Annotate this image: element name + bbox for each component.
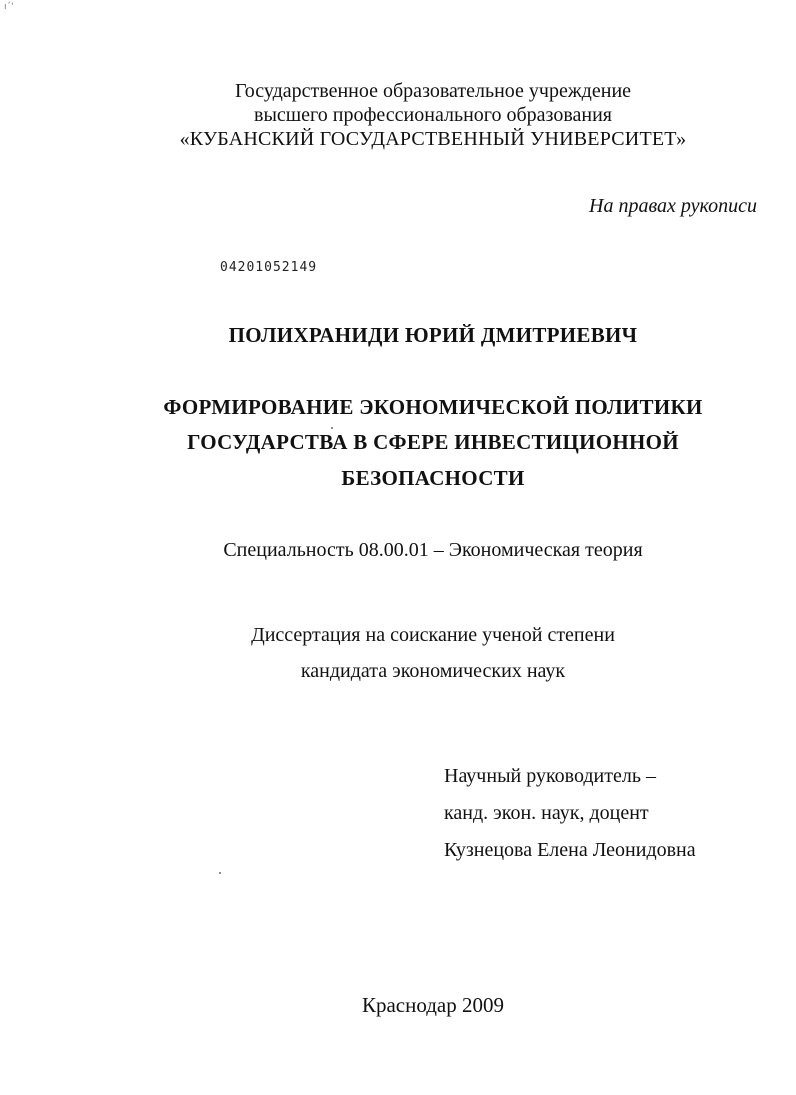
thesis-line-2: кандидата экономических наук [300,660,566,682]
title-line-2: ГОСУДАРСТВА В СФЕРЕ ИНВЕСТИЦИОННОЙ [187,430,679,454]
corner-mark: ıˊ' [4,2,14,12]
catalog-code: 04201052149 [220,260,318,275]
title-line-3: БЕЗОПАСНОСТИ [341,466,525,490]
title-line-1: ФОРМИРОВАНИЕ ЭКОНОМИЧЕСКОЙ ПОЛИТИКИ [163,395,703,419]
institution-line-1: Государственное образовательное учреждение [234,80,632,102]
author-name: ПОЛИХРАНИДИ ЮРИЙ ДМИТРИЕВИЧ [228,323,638,347]
supervisor-name: Кузнецова Елена Леонидовна [444,839,696,861]
institution-line-2: высшего профессионального образования [254,104,612,126]
supervisor-degree: канд. экон. наук, доцент [444,802,649,824]
institution-line-3: «КУБАНСКИЙ ГОСУДАРСТВЕННЫЙ УНИВЕРСИТЕТ» [179,128,687,150]
thesis-line-1: Диссертация на соискание ученой степени [251,624,615,646]
manuscript-note: На правах рукописи [589,195,757,217]
supervisor-role: Научный руководитель – [444,765,656,787]
scan-speck [219,872,221,874]
city-year: Краснодар 2009 [361,993,505,1017]
scan-speck [331,427,333,429]
specialty: Специальность 08.00.01 – Экономическая теория [223,539,643,561]
